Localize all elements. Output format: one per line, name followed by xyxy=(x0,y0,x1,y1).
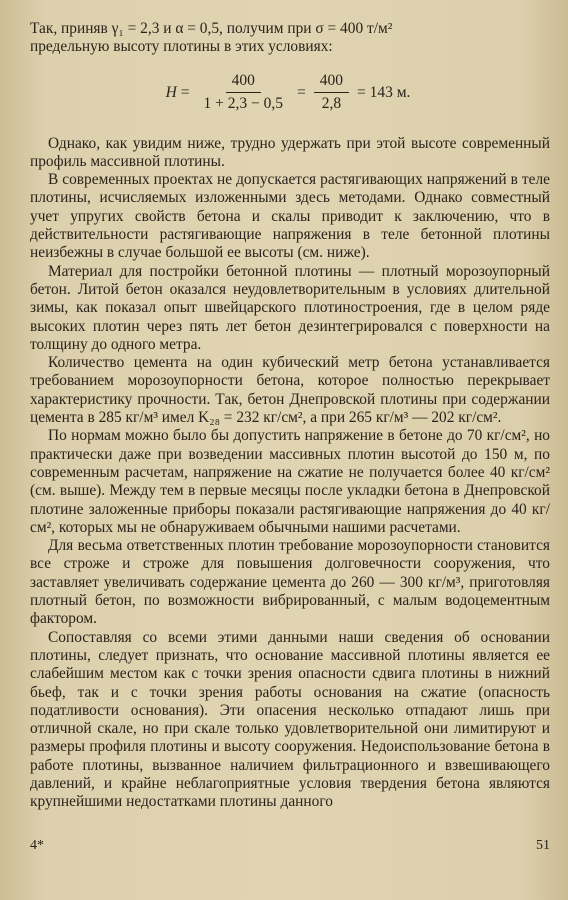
page-number: 51 xyxy=(536,838,550,853)
formula-denominator-2: 2,8 xyxy=(321,95,342,113)
paragraph-2: В современных проектах не допускается растягивающих напряжений в теле плотины, исчисляемых изложенными здесь методами. Однако совместный учет упругих свойств бетона и скалы приводит к заключению, что в действительности растягивающие напряжения в теле бетонной плотины неизбежны в случае большой ее высоты (см. ниже). xyxy=(30,171,550,262)
formula-denominator-1: 1 + 2,3 − 0,5 xyxy=(203,95,283,113)
signature-mark: 4* xyxy=(30,838,44,853)
paragraph-5: По нормам можно было бы допустить напряжение в бетоне до 70 кг/см², но практически даже при возведении массивных плотин высотой до 150 м, по современным расчетам, напряжение на сжатие не получается более 40 кг/см² (см. выше). Между тем в первые месяцы после укладки бетона в Днепровской плотине заложенные приборы показали растягивающие напряжения до 40 кг/см², которых мы не обнаруживаем обычными нашими расчетами. xyxy=(30,427,550,536)
paragraph-7: Сопоставляя со всеми этими данными наши сведения об основании плотины, следует признать, что основание массивной плотины является ее слабейшим местом как с точки зрения опасности сдвига плотины в нижний бьеф, так и с точки зрения работы основания на сжатие (опасность податливости основания). Эти опасения несколько отпадают лишь при отличной скале, но при скале только удовлетворительной они лимитируют и размеры профиля плотины и высоту сооружения. Недоиспользование бетона в работе плотины, вызванное наличием фильтрационного и взвешивающего давлений, и крайне неблагоприятные условия твердения бетона являются крупнейшими недостатками плотины данного xyxy=(30,628,550,811)
height-formula xyxy=(30,61,550,125)
intro-line-2: предельную высоту плотины в этих условиях: xyxy=(30,38,333,56)
page-footer xyxy=(30,838,550,854)
paragraph-6: Для весьма ответственных плотин требование морозоупорности становится все строже и строже для повышения долговечности сооружения, что заставляет увеличивать содержание цемента до 260 — 300 кг/м³, приготовляя плотный бетон, по возможности вибрированный, с малым водоцементным фактором. xyxy=(30,537,550,628)
formula-eq-1: = xyxy=(180,83,190,101)
formula-fraction-2 xyxy=(314,72,349,113)
formula-lhs: H xyxy=(165,83,177,101)
formula-numerator-1: 400 xyxy=(226,72,261,93)
paragraph-1: Однако, как увидим ниже, трудно удержать при этой высоте современный профиль массивной плотины. xyxy=(30,134,550,170)
paragraph-3: Материал для постройки бетонной плотины — плотный морозоупорный бетон. Литой бетон оказался неудовлетворительным в условиях длительной зимы, как показал опыт швейцарского плотиностроения, где в целом ряде высоких плотин через пять лет бетон дезинтегрировался с поверхности на толщину до одного метра. xyxy=(30,262,550,353)
intro-line-1: Так, приняв γ₁ = 2,3 и α = 0,5, получим при σ = 400 т/м² xyxy=(30,20,393,37)
formula-fraction-1 xyxy=(198,72,289,113)
formula-eq-2: = xyxy=(297,83,306,101)
formula-numerator-2: 400 xyxy=(314,72,349,93)
paragraph-4: Количество цемента на один кубический метр бетона устанавливается требованием морозоупорности бетона, которое полностью перекрывает характеристику прочности. Так, бетон Днепровской плотины при содержании цемента в 285 кг/м³ имел K₂₈ = 232 кг/см², а при 265 кг/м³ — 202 кг/см². xyxy=(30,354,550,427)
formula-result: = 143 м. xyxy=(357,83,411,101)
